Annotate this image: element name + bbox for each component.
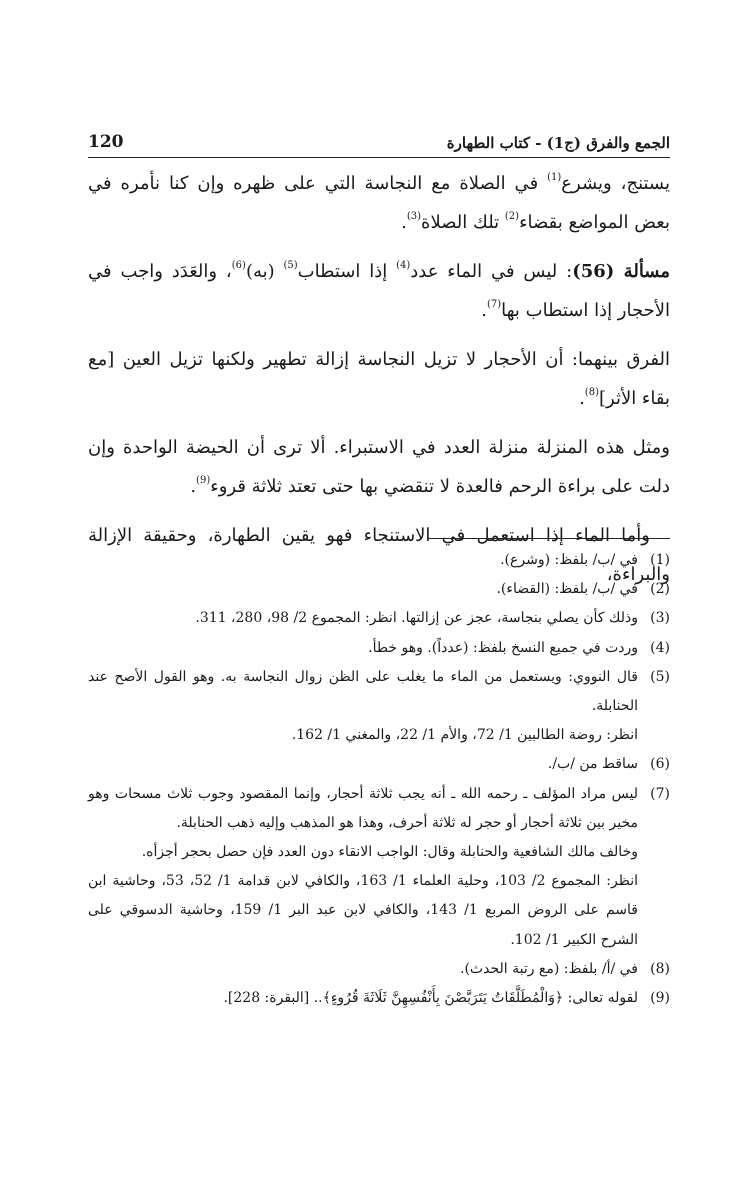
paragraph-4: ومثل هذه المنزلة منزلة العدد في الاستبراء. ألا ترى أن الحيضة الواحدة وإن دلت على براءة الرحم فالعدة لا تنقضي بها حتى تعتد ثلاثة قروء$^{(9)}$. (88, 437, 670, 497)
footnote-9: (9) لقوله تعالى: ﴿وَالْمُطَلَّقَاتُ يَتَرَبَّصْنَ بِأَنْفُسِهِنَّ ثَلَاثَةَ قُرُوءٍ﴾.. [البقرة: 228]. (88, 984, 670, 1013)
footnote-number: (2) (650, 581, 670, 598)
footnote-2: (2) في /ب/ بلفظ: (القضاء). (88, 575, 670, 604)
footnote-number: (7) (650, 785, 670, 802)
footnote-number: (5) (650, 668, 670, 685)
footnote-number: (8) (650, 960, 670, 977)
paragraph-1: يستنج، ويشرع$^{(1)}$ في الصلاة مع النجاسة التي على ظهره وإن كنا نأمره في بعض المواضع بقضاء$^{(2)}$ تلك الصلاة$^{(3)}$. (88, 172, 670, 233)
header-rule (88, 157, 670, 158)
footnote-6: (6) ساقط من /ب/. (88, 750, 670, 779)
paragraph-5: وأما الماء إذا استعمل في الاستنجاء فهو يقين الطهارة، وحقيقة الإزالة والبراءة، (88, 525, 670, 585)
footnote-number: (3) (650, 610, 670, 627)
footnote-1: (1) في /ب/ بلفظ: (وشرع). (88, 546, 670, 575)
footnote-ref-5: (5) (283, 260, 298, 271)
paragraph-2: مسألة (56): ليس في الماء عدد$^{(4)}$ إذا استطاب$^{(5)}$ (به)$^{(6)}$، والعَدَد واجب في الأحجار إذا استطاب بها$^{(7)}$. (88, 260, 670, 321)
page-number: 120 (88, 132, 124, 152)
footnote-number: (1) (650, 552, 670, 568)
footnote-ref-4: (4) (396, 260, 411, 271)
footnote-ref-3: (3) (406, 211, 422, 222)
footnote-ref-6: (6) (231, 260, 246, 271)
footnote-ref-8: (8) (584, 387, 599, 398)
footnote-ref-7: (7) (486, 299, 502, 310)
footnote-8: (8) في /أ/ بلفظ: (مع رتبة الحدث). (88, 955, 670, 984)
footnote-ref-9: (9) (196, 475, 211, 486)
running-head (88, 126, 670, 152)
footnote-5: (5) قال النووي: ويستعمل من الماء ما يغلب على الظن زوال النجاسة به. وهو القول الأصح عند الحنابلة. انظر: روضة الطالبين 1/ 72، والأم 1/ 22، والمغني 1/ 162. (88, 663, 670, 751)
footnote-4: (4) وردت في جميع النسخ بلفظ: (عدداً). وهو خطأ. (88, 634, 670, 663)
footnote-rule (428, 538, 670, 539)
footnote-3: (3) وذلك كأن يصلي بنجاسة، عجز عن إزالتها. انظر: المجموع 2/ 98، 280، 311. (88, 604, 670, 633)
footnote-7: (7) ليس مراد المؤلف ـ رحمه الله ـ أنه يجب ثلاثة أحجار، وإنما المقصود وجوب ثلاث مسحات وهو مخير بين ثلاثة أحجار أو حجر له ثلاثة أحرف، وهذا هو المذهب وإليه ذهب الحنابلة. وخالف مالك الشافعية والحنابلة وقال: الواجب الانقاء دون العدد فإن حصل بحجر أجزأه. انظر: المجموع 2/ 103، وحلية العلماء 1/ 163، والكافي لابن قدامة 1/ 52، 53، وحاشية ابن قاسم على الروض المربع 1/ 143، والكافي لابن عبد البر 1/ 159، وحاشية الدسوقي على الشرح الكبير 1/ 102. (88, 780, 670, 955)
running-title: الجمع والفرق (ج1) - كتاب الطهارة (446, 134, 670, 152)
paragraph-3: الفرق بينهما: أن الأحجار لا تزيل النجاسة إزالة تطهير ولكنها تزيل العين [مع بقاء الأثر]$^{(8)}$. (88, 349, 670, 409)
footnote-number: (6) (650, 756, 670, 773)
footnotes (88, 546, 670, 1013)
footnote-ref-1: (1) (547, 172, 562, 183)
footnote-number: (9) (650, 990, 670, 1007)
footnote-number: (4) (650, 639, 670, 656)
footnote-ref-2: (2) (504, 211, 520, 222)
issue-label: مسألة (56) (572, 261, 670, 282)
